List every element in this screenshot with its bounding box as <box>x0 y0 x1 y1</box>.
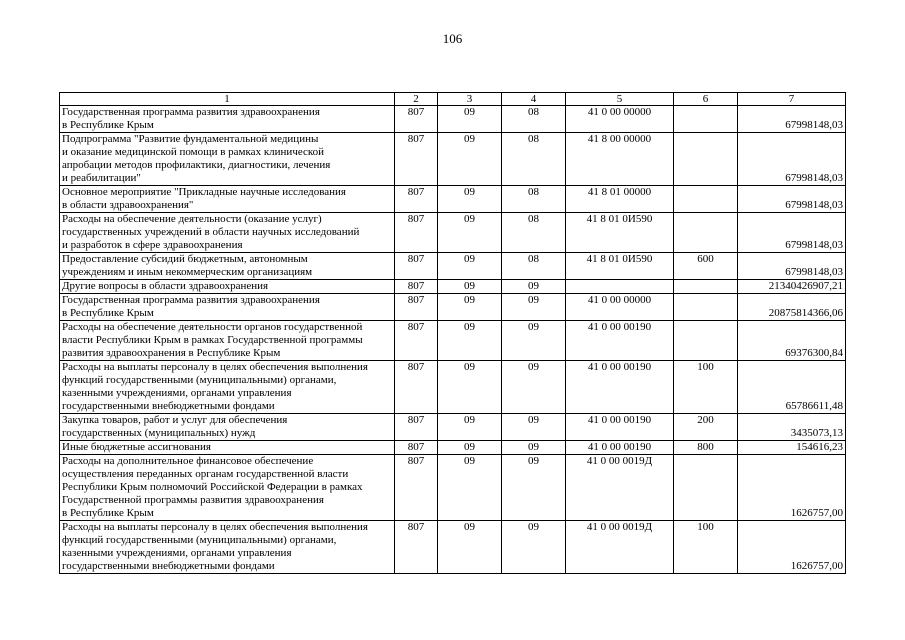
section-code: 09 <box>438 253 502 280</box>
header-cell: 5 <box>566 93 674 106</box>
subsection-code: 08 <box>502 213 566 253</box>
ministry-code: 807 <box>395 280 438 294</box>
section-code: 09 <box>438 186 502 213</box>
ministry-code: 807 <box>395 521 438 574</box>
target-article-code: 41 0 00 00000 <box>566 106 674 133</box>
item-name: Основное мероприятие "Прикладные научные исследования в области здравоохранения" <box>60 186 395 213</box>
ministry-code: 807 <box>395 253 438 280</box>
ministry-code: 807 <box>395 414 438 441</box>
amount: 69376300,84 <box>738 321 846 361</box>
target-article-code: 41 0 00 00000 <box>566 294 674 321</box>
target-article-code: 41 0 00 00190 <box>566 414 674 441</box>
amount: 1626757,00 <box>738 455 846 521</box>
section-code: 09 <box>438 361 502 414</box>
amount: 65786611,48 <box>738 361 846 414</box>
expense-type-code <box>674 280 738 294</box>
table-row <box>60 186 846 213</box>
target-article-code: 41 8 01 0И590 <box>566 213 674 253</box>
item-name: Закупка товаров, работ и услуг для обеспечения государственных (муниципальных) нужд <box>60 414 395 441</box>
item-name: Предоставление субсидий бюджетным, автономным учреждениям и иным некоммерческим организациям <box>60 253 395 280</box>
expense-type-code <box>674 321 738 361</box>
table-row <box>60 321 846 361</box>
expense-type-code <box>674 133 738 186</box>
ministry-code: 807 <box>395 294 438 321</box>
ministry-code: 807 <box>395 133 438 186</box>
subsection-code: 09 <box>502 294 566 321</box>
table-row <box>60 280 846 294</box>
item-name: Другие вопросы в области здравоохранения <box>60 280 395 294</box>
table-row <box>60 441 846 455</box>
subsection-code: 09 <box>502 521 566 574</box>
item-name: Расходы на выплаты персоналу в целях обеспечения выполнения функций государственными (муниципальными) органами, казенными учреждениями, органами управления государственными внебюджетными фондами <box>60 521 395 574</box>
item-name: Расходы на дополнительное финансовое обеспечение осуществления переданных органам государственной власти Республики Крым полномочий Российской Федерации в рамках Государственной программы развития здравоохранения в Республике Крым <box>60 455 395 521</box>
amount: 67998148,03 <box>738 213 846 253</box>
table-row <box>60 361 846 414</box>
section-code: 09 <box>438 455 502 521</box>
amount: 67998148,03 <box>738 106 846 133</box>
target-article-code: 41 0 00 00190 <box>566 321 674 361</box>
target-article-code: 41 0 00 0019Д <box>566 455 674 521</box>
subsection-code: 09 <box>502 455 566 521</box>
item-name: Иные бюджетные ассигнования <box>60 441 395 455</box>
section-code: 09 <box>438 280 502 294</box>
subsection-code: 08 <box>502 133 566 186</box>
item-name: Расходы на обеспечение деятельности (оказание услуг) государственных учреждений в области научных исследований и разработок в сфере здравоохранения <box>60 213 395 253</box>
ministry-code: 807 <box>395 441 438 455</box>
subsection-code: 08 <box>502 253 566 280</box>
expense-type-code <box>674 213 738 253</box>
expense-type-code: 100 <box>674 521 738 574</box>
table-row <box>60 294 846 321</box>
amount: 3435073,13 <box>738 414 846 441</box>
target-article-code: 41 8 01 0И590 <box>566 253 674 280</box>
table-row <box>60 414 846 441</box>
section-code: 09 <box>438 521 502 574</box>
section-code: 09 <box>438 321 502 361</box>
expense-type-code: 200 <box>674 414 738 441</box>
table-row <box>60 106 846 133</box>
table-row <box>60 253 846 280</box>
section-code: 09 <box>438 414 502 441</box>
section-code: 09 <box>438 441 502 455</box>
item-name: Подпрограмма "Развитие фундаментальной медицины и оказание медицинской помощи в рамках клинической апробации методов профилактики, диагностики, лечения и реабилитации" <box>60 133 395 186</box>
page-number: 106 <box>442 31 463 46</box>
section-code: 09 <box>438 106 502 133</box>
amount: 67998148,03 <box>738 186 846 213</box>
target-article-code: 41 0 00 00190 <box>566 441 674 455</box>
subsection-code: 09 <box>502 441 566 455</box>
amount: 21340426907,21 <box>738 280 846 294</box>
expense-type-code: 100 <box>674 361 738 414</box>
item-name: Расходы на обеспечение деятельности органов государственной власти Республики Крым в рамках Государственной программы развития здравоохранения в Республике Крым <box>60 321 395 361</box>
table-row <box>60 133 846 186</box>
item-name: Расходы на выплаты персоналу в целях обеспечения выполнения функций государственными (муниципальными) органами, казенными учреждениями, органами управления государственными внебюджетными фондами <box>60 361 395 414</box>
expense-type-code <box>674 294 738 321</box>
section-code: 09 <box>438 133 502 186</box>
subsection-code: 09 <box>502 280 566 294</box>
expense-type-code <box>674 106 738 133</box>
amount: 67998148,03 <box>738 253 846 280</box>
amount: 154616,23 <box>738 441 846 455</box>
table-row <box>60 521 846 574</box>
ministry-code: 807 <box>395 321 438 361</box>
ministry-code: 807 <box>395 186 438 213</box>
budget-table <box>59 92 846 574</box>
header-cell: 4 <box>502 93 566 106</box>
subsection-code: 09 <box>502 361 566 414</box>
header-cell: 2 <box>395 93 438 106</box>
expense-type-code: 800 <box>674 441 738 455</box>
amount: 20875814366,06 <box>738 294 846 321</box>
ministry-code: 807 <box>395 213 438 253</box>
item-name: Государственная программа развития здравоохранения в Республике Крым <box>60 294 395 321</box>
subsection-code: 09 <box>502 321 566 361</box>
expense-type-code <box>674 186 738 213</box>
expense-type-code: 600 <box>674 253 738 280</box>
section-code: 09 <box>438 213 502 253</box>
section-code: 09 <box>438 294 502 321</box>
ministry-code: 807 <box>395 361 438 414</box>
header-row <box>60 93 846 106</box>
target-article-code <box>566 280 674 294</box>
header-cell: 1 <box>60 93 395 106</box>
ministry-code: 807 <box>395 455 438 521</box>
subsection-code: 08 <box>502 106 566 133</box>
amount: 67998148,03 <box>738 133 846 186</box>
table-row <box>60 213 846 253</box>
amount: 1626757,00 <box>738 521 846 574</box>
target-article-code: 41 8 00 00000 <box>566 133 674 186</box>
target-article-code: 41 0 00 0019Д <box>566 521 674 574</box>
subsection-code: 09 <box>502 414 566 441</box>
item-name: Государственная программа развития здравоохранения в Республике Крым <box>60 106 395 133</box>
header-cell: 3 <box>438 93 502 106</box>
header-cell: 7 <box>738 93 846 106</box>
expense-type-code <box>674 455 738 521</box>
table-row <box>60 455 846 521</box>
target-article-code: 41 8 01 00000 <box>566 186 674 213</box>
ministry-code: 807 <box>395 106 438 133</box>
header-cell: 6 <box>674 93 738 106</box>
target-article-code: 41 0 00 00190 <box>566 361 674 414</box>
subsection-code: 08 <box>502 186 566 213</box>
